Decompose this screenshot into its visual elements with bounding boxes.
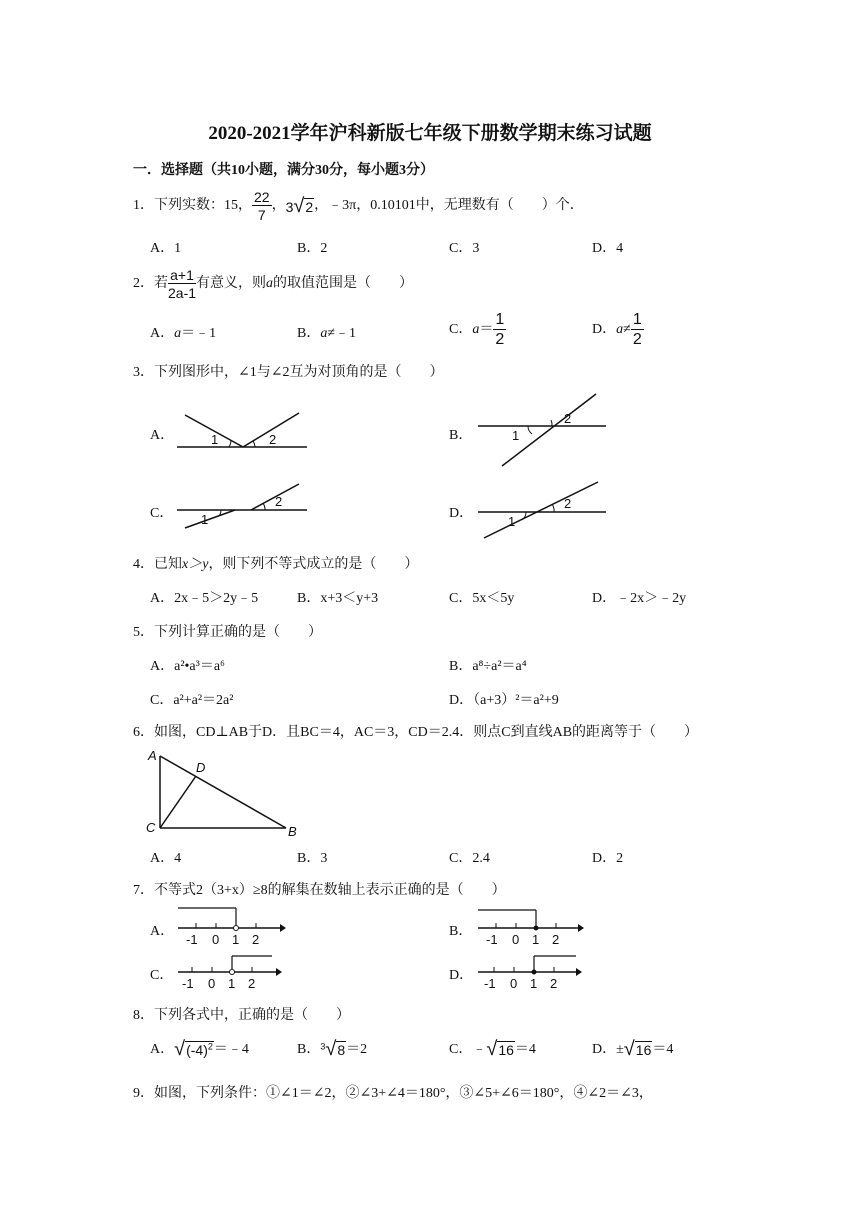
- q4-option-b[interactable]: B．x+3＜y+3: [297, 591, 379, 606]
- svg-text:2: 2: [269, 432, 277, 447]
- q3-option-b[interactable]: B．: [449, 428, 473, 443]
- q7-option-c[interactable]: C．: [150, 968, 174, 983]
- q5-option-c[interactable]: C．a²+a²＝2a²: [150, 693, 234, 708]
- q2-option-d[interactable]: D．a≠ $\frac{1}{2}$: [592, 311, 642, 348]
- q5-option-a[interactable]: A．a²•a³＝a⁶: [150, 659, 225, 674]
- svg-text:0: 0: [212, 932, 220, 947]
- svg-text:2: 2: [564, 496, 572, 511]
- q6-option-a[interactable]: A．4: [150, 851, 182, 866]
- q7-option-b[interactable]: B．: [449, 924, 473, 939]
- question-3: 3．下列图形中，∠1与∠2互为对顶角的是（ ）: [133, 365, 444, 380]
- q4-option-d[interactable]: D．﹣2x＞﹣2y: [592, 591, 687, 606]
- q2-option-b[interactable]: B．a≠﹣1: [297, 326, 357, 341]
- question-8: 8．下列各式中，正确的是（ ）: [133, 1008, 350, 1023]
- q6-option-c[interactable]: C．2.4: [449, 851, 490, 866]
- q7-option-d[interactable]: D．: [449, 968, 474, 983]
- q5-option-d[interactable]: D．（a+3）²＝a²+9: [449, 693, 559, 708]
- fraction: $\frac{a+1}{2a-1}$: [168, 267, 197, 301]
- svg-text:1: 1: [512, 428, 520, 443]
- q1-option-c[interactable]: C．3: [449, 241, 480, 256]
- svg-text:1: 1: [201, 512, 209, 527]
- q7-number-line-a: [176, 906, 286, 948]
- q7-number-line-b: [476, 906, 586, 948]
- q2-option-c[interactable]: C．a＝ $\frac{1}{2}$: [449, 311, 505, 348]
- section-heading: 一．选择题（共10小题，满分30分，每小题3分）: [133, 163, 434, 178]
- svg-text:B: B: [288, 824, 297, 839]
- svg-text:A: A: [148, 748, 157, 763]
- question-2: 2．若 $\frac{a+1}{2a-1}$ 有意义，则a的取值范围是（ ）: [133, 267, 414, 301]
- q8-option-c[interactable]: C．﹣√16＝4: [449, 1038, 536, 1061]
- svg-text:-1: -1: [484, 976, 496, 991]
- svg-text:1: 1: [530, 976, 538, 991]
- svg-text:1: 1: [211, 432, 219, 447]
- q3-figure-a: [175, 405, 310, 450]
- svg-text:1: 1: [532, 932, 540, 947]
- q7-number-line-d: [476, 952, 586, 994]
- cube-root-expression: 3√2: [285, 194, 314, 217]
- svg-text:2: 2: [275, 494, 283, 509]
- svg-text:-1: -1: [186, 932, 198, 947]
- q2-option-a[interactable]: A．a＝﹣1: [150, 326, 217, 341]
- q3-option-c[interactable]: C．: [150, 506, 174, 521]
- q3-option-a[interactable]: A．: [150, 428, 175, 443]
- q8-option-b[interactable]: B．$^3$√8＝2: [297, 1038, 368, 1061]
- q6-triangle-figure: [146, 748, 302, 838]
- q3-option-d[interactable]: D．: [449, 506, 474, 521]
- svg-text:1: 1: [508, 514, 516, 529]
- svg-text:2: 2: [552, 932, 560, 947]
- q3-figure-b: [476, 392, 608, 470]
- q6-option-d[interactable]: D．2: [592, 851, 624, 866]
- q7-number-line-c: [176, 952, 286, 994]
- question-1: 1．下列实数：15， $\frac{22}{7}$ ，3√2，﹣3π，0.10101中，无理数有（ ）个．: [133, 189, 584, 223]
- q1-option-d[interactable]: D．4: [592, 241, 624, 256]
- svg-text:2: 2: [252, 932, 260, 947]
- question-7: 7．不等式2（3+x）≥8的解集在数轴上表示正确的是（ ）: [133, 883, 506, 898]
- q4-option-a[interactable]: A．2x﹣5＞2y﹣5: [150, 591, 259, 606]
- svg-text:-1: -1: [182, 976, 194, 991]
- q8-option-a[interactable]: A．$√(-4)^2=﹣4$: [150, 1038, 249, 1061]
- q1-option-a[interactable]: A．1: [150, 241, 182, 256]
- q7-option-a[interactable]: A．: [150, 924, 175, 939]
- svg-text:C: C: [146, 820, 156, 835]
- question-6: 6．如图，CD⊥AB于D．且BC＝4，AC＝3，CD＝2.4．则点C到直线AB的距离等于（ ）: [133, 725, 699, 740]
- question-9: 9．如图，下列条件：①∠1＝∠2，②∠3+∠4＝180°，③∠5+∠6＝180°，④∠2＝∠3，: [133, 1086, 653, 1101]
- question-5: 5．下列计算正确的是（ ）: [133, 625, 322, 640]
- svg-text:2: 2: [564, 411, 572, 426]
- svg-text:2: 2: [550, 976, 558, 991]
- q3-figure-c: [175, 480, 310, 535]
- svg-text:0: 0: [512, 932, 520, 947]
- fraction: $\frac{22}{7}$: [254, 189, 270, 223]
- q1-option-b[interactable]: B．2: [297, 241, 328, 256]
- q6-option-b[interactable]: B．3: [297, 851, 328, 866]
- svg-text:-1: -1: [486, 932, 498, 947]
- svg-text:1: 1: [232, 932, 240, 947]
- svg-text:0: 0: [208, 976, 216, 991]
- q5-option-b[interactable]: B．a⁸÷a²＝a⁴: [449, 659, 527, 674]
- svg-text:1: 1: [228, 976, 236, 991]
- q4-option-c[interactable]: C．5x＜5y: [449, 591, 515, 606]
- q3-figure-d: [476, 478, 608, 543]
- svg-text:D: D: [196, 760, 206, 775]
- svg-text:0: 0: [510, 976, 518, 991]
- q8-option-d[interactable]: D．±√16＝4: [592, 1038, 674, 1061]
- svg-text:2: 2: [248, 976, 256, 991]
- page-title: 2020-2021学年沪科新版七年级下册数学期末练习试题: [208, 123, 652, 144]
- question-4: 4．已知x＞y，则下列不等式成立的是（ ）: [133, 557, 419, 572]
